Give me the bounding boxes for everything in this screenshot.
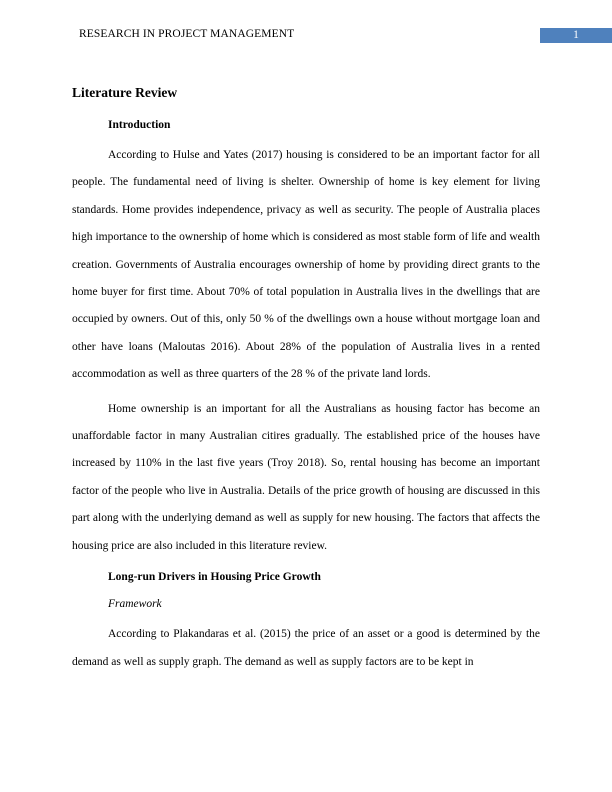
paragraph-1: According to Hulse and Yates (2017) housing is considered to be an important factor for all people. The fundamental need of living is shelter. Ownership of home is key element for living standards. Home provides independence, privacy as well as security. The people of Australia places high importance to the ownership of home which is considered as most stable form of life and wealth creation. Governments of Australia encourages ownership of home by providing direct grants to the home buyer for first time. About 70% of total population in Australia lives in the dwellings that are occupied by owners. Out of this, only 50 % of the dwellings own a house without mortgage loan and other have loans (Maloutas 2016). About 28% of the population of Australia lives in a rented accommodation as well as three quarters of the 28 % of the private land lords. [72, 149, 540, 381]
drivers-heading: Long-run Drivers in Housing Price Growth [108, 571, 321, 584]
paragraph-2: Home ownership is an important for all the Australians as housing factor has become an unaffordable factor in many Australian citires gradually. The established price of the houses have increased by 110% in the last five years (Troy 2018). So, rental housing has become an important factor of the people who live in Australia. Details of the price growth of housing are discussed in this part along with the underlying demand as well as supply for new housing. The factors that affects the housing price are also included in this literature review. [72, 402, 540, 552]
framework-heading: Framework [108, 598, 162, 611]
page-number-box [540, 28, 612, 43]
page-number: 1 [573, 29, 579, 41]
running-head: RESEARCH IN PROJECT MANAGEMENT [79, 28, 295, 40]
body-content [72, 82, 540, 683]
section-title: Literature Review [72, 85, 178, 100]
introduction-heading: Introduction [108, 119, 171, 131]
paragraph-3: According to Plakandaras et al. (2015) the price of an asset or a good is determined by the demand as well as supply graph. The demand as well as supply factors are to be kept in [72, 628, 540, 668]
